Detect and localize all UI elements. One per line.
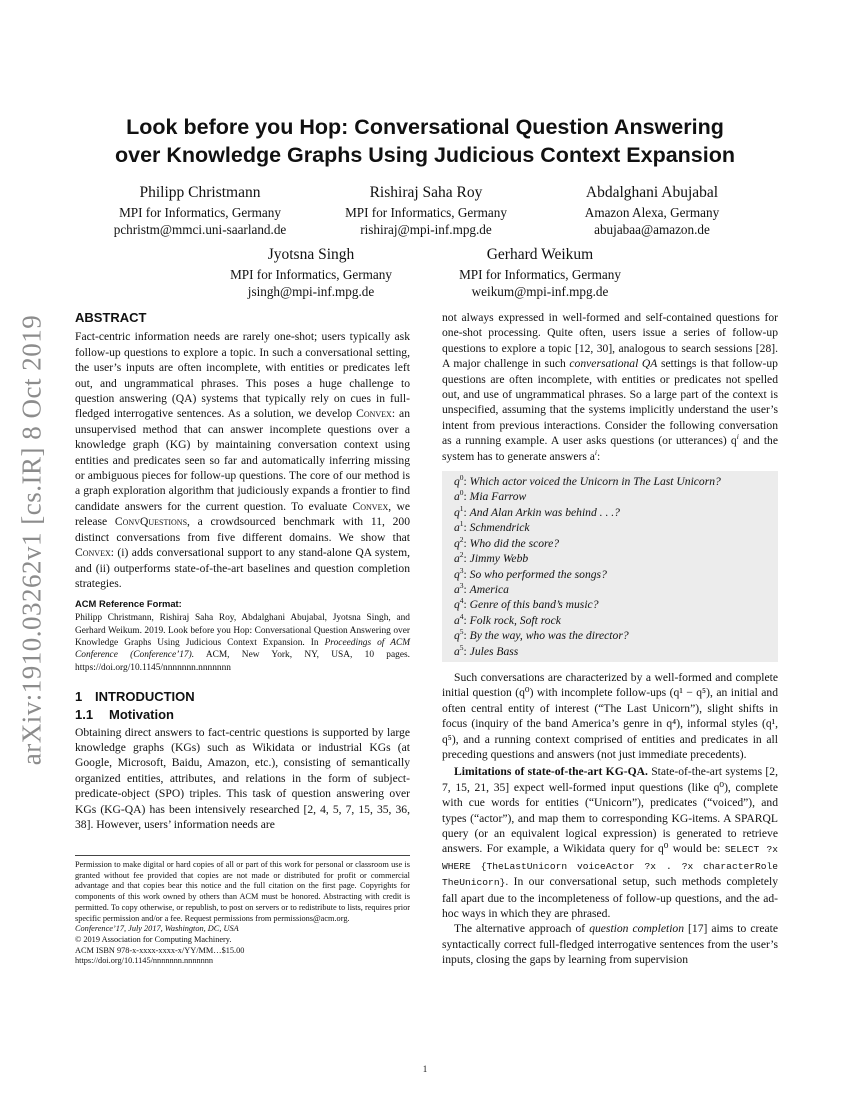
author-block bbox=[432, 244, 648, 300]
author-affiliation: MPI for Informatics, Germany bbox=[230, 267, 392, 282]
abstract-heading: ABSTRACT bbox=[75, 310, 147, 325]
conversation-turn: $a^4$: Folk rock, Soft rock bbox=[454, 611, 561, 627]
author-name: Abdalghani Abujabal bbox=[585, 184, 719, 201]
conversation-example-box bbox=[442, 471, 778, 662]
conversation-turn: $a^3$: America bbox=[454, 581, 509, 596]
copyright-line: © 2019 Association for Computing Machinery. bbox=[75, 934, 232, 944]
author-affiliation: MPI for Informatics, Germany bbox=[119, 205, 281, 220]
author-block bbox=[204, 244, 418, 300]
author-affiliation: MPI for Informatics, Germany bbox=[345, 205, 507, 220]
acm-reference-text: Philipp Christmann, Rishiraj Saha Roy, Abdalghani Abujabal, Jyotsna Singh, and Gerhard Weikum. 2019. Look before you Hop: Conversational Question Answering over Knowledge Graphs Using Judicious Context Expansion. In Proceedings of ACM Conference (Conference’17). ACM, New York, NY, USA, 10 pages. https://doi.org/10.1145/nnnnnnn.nnnnnnn bbox=[75, 613, 411, 673]
section-heading: 1 INTRODUCTION bbox=[75, 688, 195, 704]
author-name: Rishiraj Saha Roy bbox=[369, 184, 483, 201]
author-email[interactable]: abujabaa@amazon.de bbox=[594, 222, 710, 237]
author-email[interactable]: rishiraj@mpi-inf.mpg.de bbox=[360, 222, 492, 237]
permission-text: Permission to make digital or hard copies of all or part of this work for personal or classroom use is granted without fee provided that copies are not made or distributed for profit or commercial advantage and that copies bear this notice and the full citation on the first page. Copyrights for components of this work owned by others than ACM must be honored. Abstracting with credit is permitted. To copy otherwise, or republish, to post on servers or to redistribute to lists, requires prior specific permission and/or a fee. Request permissions from permissions@acm.org. bbox=[75, 860, 410, 923]
right-paragraph-3: Limitations of state-of-the-art KG-QA. State-of-the-art systems [2, 7, 15, 21, 35] expect well-formed input questions (like q⁰), complete with cue words for entities (“Unicorn”), predicates (“voiced”), and types (“actor”), and map them to corresponding KG-items. A SPARQL query (or an equivalent logical expression) is generated to retrieve answers. For example, a Wikidata query for q⁰ would be: SELECT ?x WHERE {TheLastUnicorn voiceActor ?x . ?x characterRole TheUnicorn}. In our conversational setup, such methods completely fall apart due to the incompleteness of follow-up questions, and the ad-hoc ways in which they are phrased. bbox=[442, 765, 778, 921]
conversation-turn: $a^0$: Mia Farrow bbox=[454, 488, 527, 504]
author-name: Gerhard Weikum bbox=[486, 246, 594, 263]
author-affiliation: Amazon Alexa, Germany bbox=[584, 205, 720, 220]
conversation-turn: $q^1$: And Alan Arkin was behind . . .? bbox=[454, 504, 620, 519]
intro-paragraph: Obtaining direct answers to fact-centric questions is supported by large knowledge graphs (KGs) such as Wikidata or industrial KGs (at Google, Microsoft, Baidu, Amazon, etc.), consisting of semantically organized entities, attributes, and relations in the form of subject-predicate-object (SPO) triples. This task of question answering over KGs (KG-QA) has been intensively researched [2, 4, 5, 7, 15, 35, 36, 38]. However, users’ information needs are bbox=[75, 725, 410, 832]
right-column bbox=[442, 310, 778, 968]
right-paragraph-1: not always expressed in well-formed and self-contained questions for one-shot processing. Quite often, users issue a series of follow-up questions to explore a topic [12, 30], analogous to search sessions [28]. A major challenge in such conversational QA settings is that follow-up questions are often incomplete, with entities or predicates not spelled out, and use of ungrammatical phrases. So a large part of the context is unspecified, assuming that the systems implicitly understand the user’s intent from previous interactions. Consider the following conversation as a running example. A user asks questions (or utterances) $q^i$ and the system has to generate answers $a^i$: bbox=[442, 311, 778, 463]
author-email[interactable]: jsingh@mpi-inf.mpg.de bbox=[247, 284, 375, 299]
doi-link[interactable]: https://doi.org/10.1145/nnnnnnn.nnnnnnn bbox=[75, 956, 214, 966]
author-email[interactable]: pchristm@mmci.uni-saarland.de bbox=[113, 222, 287, 237]
conversation-turn: $q^0$: Which actor voiced the Unicorn in The Last Unicorn? bbox=[454, 473, 721, 489]
author-name: Jyotsna Singh bbox=[267, 246, 355, 263]
author-affiliation: MPI for Informatics, Germany bbox=[459, 267, 621, 282]
arxiv-stamp: arXiv:1910.03262v1 [cs.IR] 8 Oct 2019 bbox=[16, 314, 47, 766]
right-paragraph-2: Such conversations are characterized by a well-formed and complete initial question (q⁰) with incomplete follow-ups (q¹ − q⁵), an initial and often central entity of interest (“The Last Unicorn”), slight shifts in focus (inquiry of the band America’s genre in q⁴), informal styles (q¹, q⁵), and a running context comprised of entities and predicates in all preceding questions and answers (not just immediate precedents). bbox=[442, 670, 778, 761]
isbn-line: ACM ISBN 978-x-xxxx-xxxx-x/YY/MM…$15.00 bbox=[75, 945, 245, 955]
paper-title bbox=[60, 113, 790, 169]
conversation-turn: $a^2$: Jimmy Webb bbox=[454, 550, 529, 566]
conversation-turn: $a^1$: Schmendrick bbox=[454, 519, 530, 535]
abstract-text: Fact-centric information needs are rarely one-shot; users typically ask follow-up questions to explore a topic. In such a conversational setting, the user’s inputs are often incomplete, with entities or predicates left out, and ungrammatical phrases. This poses a huge challenge to question answering (QA) systems that typically rely on cues in full-fledged interrogative sentences. As a solution, we develop Convex: an unsupervised method that can answer incomplete questions over a knowledge graph (KG) by maintaining conversation context using entities and predicates seen so far and automatically inferring missing or ambiguous pieces for follow-up questions. The core of our method is a graph exploration algorithm that judiciously expands a frontier to find candidate answers for the current question. To evaluate Convex, we release ConvQuestions, a crowdsourced benchmark with 11, 200 distinct conversations from five different domains. We show that Convex: (i) adds conversational support to any stand-alone QA system, and (ii) outperforms state-of-the-art baselines and question completion strategies. bbox=[75, 330, 411, 590]
copyright-footnote bbox=[75, 855, 410, 967]
author-block bbox=[80, 182, 320, 238]
right-paragraph-4: The alternative approach of question completion [17] aims to create syntactically correct full-fledged interrogative sentences from the user’s inputs, closing the gaps by learning from supervision bbox=[442, 922, 778, 967]
acm-reference-heading: ACM Reference Format: bbox=[75, 598, 182, 610]
author-email[interactable]: weikum@mpi-inf.mpg.de bbox=[471, 284, 609, 299]
conversation-turn: $a^5$: Jules Bass bbox=[454, 642, 519, 658]
author-block bbox=[548, 182, 756, 238]
conversation-turn: $q^2$: Who did the score? bbox=[454, 534, 560, 550]
conversation-turn: $q^4$: Genre of this band’s music? bbox=[454, 596, 599, 612]
author-name: Philipp Christmann bbox=[139, 184, 261, 201]
conversation-turn: $q^5$: By the way, who was the director? bbox=[454, 627, 629, 643]
conversation-turn: $q^3$: So who performed the songs? bbox=[454, 565, 607, 581]
title-line-2: over Knowledge Graphs Using Judicious Context Expansion bbox=[114, 143, 735, 167]
author-block bbox=[318, 182, 534, 238]
conference-line: Conference’17, July 2017, Washington, DC, USA bbox=[75, 924, 239, 934]
subsection-heading: 1.1 Motivation bbox=[75, 707, 174, 723]
page-number: 1 bbox=[422, 1064, 428, 1074]
left-column bbox=[75, 310, 410, 832]
title-line-1: Look before you Hop: Conversational Question Answering bbox=[126, 115, 724, 139]
